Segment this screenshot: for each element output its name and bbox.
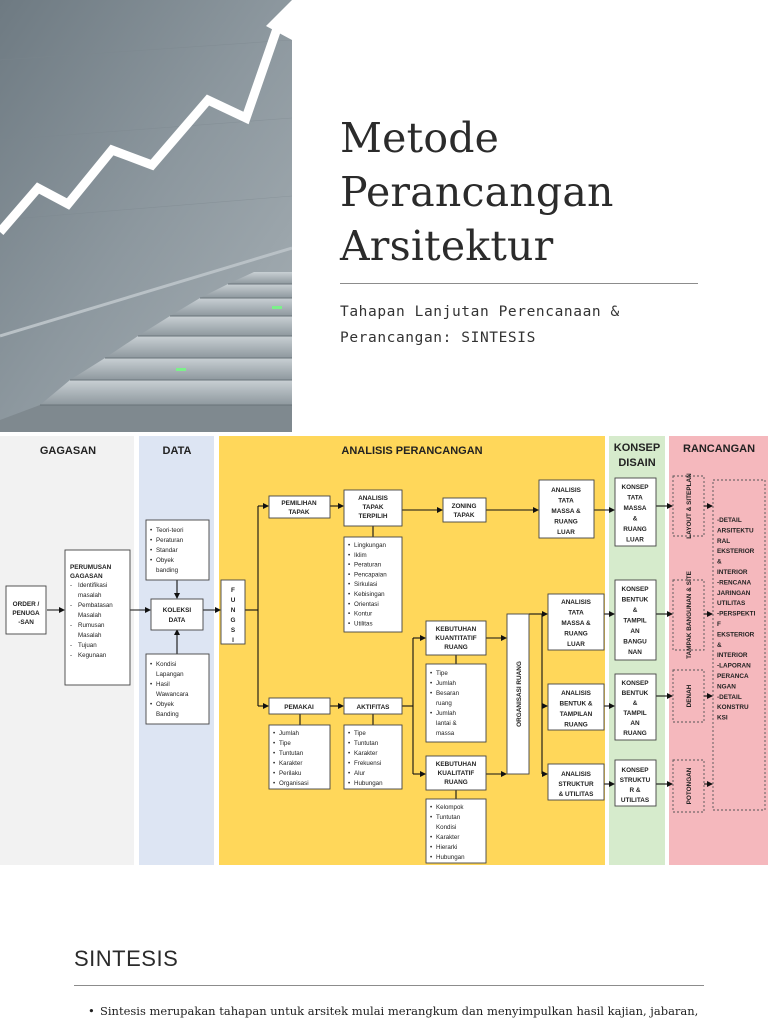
fungsi-letters-line: N bbox=[230, 607, 236, 614]
bullet-icon: • bbox=[150, 537, 153, 544]
pemakai-items-item: Tuntutan bbox=[279, 750, 304, 757]
perumusan-item: Pembatasan bbox=[78, 602, 113, 609]
dash-icon: - bbox=[70, 622, 73, 629]
konsep-br-lines-line: & bbox=[632, 700, 638, 707]
pemakai-items-item: Organisasi bbox=[279, 780, 309, 787]
tapak-items-item: Kontur bbox=[354, 610, 373, 618]
rancangan-lines-line: UTILITAS bbox=[717, 600, 746, 608]
kual-items-item: Kondisi bbox=[436, 824, 457, 831]
bullet-icon: • bbox=[430, 680, 433, 687]
perumusan-item: Kegunaan bbox=[78, 652, 107, 659]
bullet-icon: • bbox=[348, 760, 351, 767]
kuan-items-item: Tipe bbox=[436, 670, 448, 677]
subtitle-line-2: Perancangan: SINTESIS bbox=[340, 330, 536, 346]
organisasi-label: ORGANISASI RUANG bbox=[516, 661, 523, 727]
box-pemakai bbox=[269, 698, 330, 714]
bullet-icon: • bbox=[273, 770, 276, 777]
perumusan-title-2: GAGASAN bbox=[70, 573, 103, 580]
perumusan-item: Masalah bbox=[78, 612, 102, 619]
bullet-icon: • bbox=[348, 610, 351, 618]
aktifitas-items-item: Karakter bbox=[354, 750, 378, 757]
tata-top-lines-line: ANALISIS bbox=[551, 487, 581, 494]
bullet-icon: • bbox=[273, 750, 276, 757]
box-order-line-3: -SAN bbox=[18, 619, 34, 626]
layout-label: LAYOUT & SITEPLAN bbox=[686, 473, 693, 539]
konsep-tata-lines-line: MASSA bbox=[623, 505, 647, 512]
kondisi-items-item: Obyek bbox=[156, 701, 174, 708]
rancangan-lines-line: -PERSPEKTI bbox=[717, 610, 756, 618]
box-analisis-tapak bbox=[344, 490, 402, 526]
rancangan-lines-line: JARINGAN bbox=[717, 589, 751, 597]
rancangan-lines-line: NGAN bbox=[717, 683, 736, 691]
teori-items-item: Peraturan bbox=[156, 537, 184, 544]
kondisi-items-item: Kondisi bbox=[156, 661, 177, 668]
col-konsep-header-1: KONSEP bbox=[613, 442, 661, 454]
bullet-icon: • bbox=[150, 557, 153, 564]
kual-line-2: KUALITATIF bbox=[437, 770, 475, 777]
perumusan-title-1: PERUMUSAN bbox=[70, 564, 112, 571]
bullet-icon: • bbox=[348, 780, 351, 787]
konsep-br-lines-line: AN bbox=[630, 720, 640, 727]
fungsi-letters-line: S bbox=[230, 627, 236, 634]
rancangan-lines-line: ARSITEKTU bbox=[717, 527, 754, 535]
box-pemilihan-tapak bbox=[269, 496, 330, 518]
box-kuan-list bbox=[426, 664, 486, 742]
bullet-icon: • bbox=[348, 551, 351, 559]
fungsi-letters-line: U bbox=[230, 597, 236, 604]
zoning-line-1: ZONING bbox=[451, 503, 477, 510]
kondisi-items-item: Hasil bbox=[156, 681, 170, 688]
kuan-line-2: KUANTITATIF bbox=[435, 635, 477, 642]
box-aktifitas bbox=[344, 698, 402, 714]
konsep-br-lines-line: BENTUK bbox=[621, 690, 649, 697]
title-line-2: Perancangan bbox=[340, 168, 614, 216]
rancangan-lines-line: INTERIOR bbox=[717, 652, 748, 660]
box-kebutuhan-kualitatif bbox=[426, 756, 486, 790]
konsep-bb-lines-line: BENTUK bbox=[621, 596, 649, 604]
kual-items-item: Karakter bbox=[436, 834, 460, 841]
bullet-icon: • bbox=[430, 670, 433, 677]
slide-title-block bbox=[340, 0, 760, 432]
box-konsep-tata bbox=[615, 478, 656, 546]
teori-items-item: banding bbox=[156, 567, 179, 574]
bullet-icon: • bbox=[348, 740, 351, 747]
col-konsep-header-2: DISAIN bbox=[618, 457, 656, 469]
konsep-tata-lines-line: TATA bbox=[627, 494, 643, 502]
kondisi-items-item: Lapangan bbox=[156, 671, 184, 678]
rancangan-lines-line: RAL bbox=[717, 537, 731, 545]
title-divider bbox=[340, 283, 698, 284]
col-analisis-header: ANALISIS PERANCANGAN bbox=[341, 445, 483, 457]
kondisi-items-item: Wawancara bbox=[156, 691, 189, 698]
col-data-header: DATA bbox=[162, 445, 192, 457]
perumusan-item: Masalah bbox=[78, 632, 102, 639]
fungsi-letters-line: G bbox=[230, 617, 236, 624]
kuan-items-item: lantai & bbox=[436, 720, 457, 727]
box-konsep-bentuk-bangunan bbox=[615, 580, 656, 660]
analisis-tapak-line-2: TAPAK bbox=[362, 504, 384, 511]
perumusan-item: Rumusan bbox=[78, 622, 105, 629]
box-analisis-struktur bbox=[548, 764, 604, 800]
pemakai-items-item: Tipe bbox=[279, 740, 291, 747]
bullet-icon: • bbox=[430, 710, 433, 717]
box-konsep-bentuk-ruang bbox=[615, 674, 656, 740]
dash-icon: - bbox=[70, 652, 73, 659]
bullet-icon: • bbox=[273, 760, 276, 767]
tata-top-lines-line: TATA bbox=[558, 497, 574, 505]
konsep-bb-lines-line: TAMPIL bbox=[623, 617, 647, 625]
aktifitas-items-item: Tuntutan bbox=[354, 740, 379, 747]
bullet-icon: • bbox=[150, 681, 153, 688]
rancangan-lines-line: EKSTERIOR bbox=[717, 548, 755, 556]
bullet-icon: • bbox=[88, 1004, 95, 1018]
tapak-items-item: Lingkungan bbox=[354, 542, 386, 549]
perumusan-item: Tujuan bbox=[78, 642, 97, 649]
bentuk-lines-line: BENTUK & bbox=[559, 700, 593, 708]
box-perumusan-gagasan bbox=[65, 550, 130, 685]
box-fungsi bbox=[221, 580, 245, 644]
box-teori-list bbox=[146, 520, 209, 580]
tata-top-lines-line: LUAR bbox=[557, 529, 575, 536]
pemilihan-line-2: TAPAK bbox=[288, 509, 310, 516]
fungsi-letters-line: I bbox=[232, 637, 234, 644]
koleksi-line-1: KOLEKSI bbox=[162, 607, 192, 614]
zoning-line-2: TAPAK bbox=[453, 512, 475, 519]
konsep-bb-lines-line: AN bbox=[630, 628, 640, 635]
bullet-icon: • bbox=[273, 740, 276, 747]
konsep-st-lines-line: KONSEP bbox=[621, 767, 649, 774]
aktifitas-items-item: Frekuensi bbox=[354, 760, 382, 767]
staircase-growth-photo bbox=[0, 0, 292, 432]
bullet-icon: • bbox=[150, 661, 153, 668]
box-kual-list bbox=[426, 799, 486, 863]
bullet-icon: • bbox=[430, 804, 433, 811]
konsep-bb-lines-line: NAN bbox=[628, 649, 642, 656]
box-koleksi-data bbox=[151, 599, 203, 630]
kuan-items-item: Jumlah bbox=[436, 710, 456, 717]
kuan-line-3: RUANG bbox=[444, 644, 468, 651]
konsep-br-lines-line: KONSEP bbox=[621, 680, 649, 687]
kuan-items-item: Besaran bbox=[436, 690, 460, 697]
konsep-tata-lines-line: LUAR bbox=[626, 536, 644, 544]
design-method-flowchart bbox=[0, 434, 768, 867]
box-kebutuhan-kuantitatif bbox=[426, 621, 486, 655]
fungsi-letters-line: F bbox=[231, 587, 235, 594]
bullet-icon: • bbox=[348, 542, 351, 549]
konsep-st-lines-line: R & bbox=[629, 787, 641, 794]
rancangan-lines-line: -DETAIL bbox=[717, 517, 742, 524]
teori-items-item: Obyek bbox=[156, 557, 174, 564]
box-pemakai-list bbox=[269, 725, 330, 789]
kual-items-item: Kelompok bbox=[436, 804, 464, 811]
bullet-icon: • bbox=[150, 527, 153, 534]
aktifitas-label: AKTIFITAS bbox=[356, 704, 390, 711]
aktifitas-items-item: Alur bbox=[354, 770, 366, 777]
kuan-items-item: Jumlah bbox=[436, 680, 456, 687]
bullet-icon: • bbox=[430, 844, 433, 851]
title-line-1: Metode bbox=[340, 114, 500, 162]
analisis-tapak-line-1: ANALISIS bbox=[358, 495, 388, 502]
tata-top-lines-line: MASSA & bbox=[551, 508, 581, 515]
col-rancangan-header: RANCANGAN bbox=[682, 443, 756, 455]
bullet-icon: • bbox=[348, 730, 351, 737]
box-analisis-bentuk bbox=[548, 684, 604, 730]
bullet-icon: • bbox=[430, 834, 433, 841]
rancangan-lines-line: & bbox=[717, 558, 722, 566]
teori-items-item: Standar bbox=[156, 547, 178, 554]
teori-items-item: Teori-teori bbox=[156, 527, 184, 534]
bentuk-lines-line: TAMPILAN bbox=[559, 711, 593, 718]
title-line-3: Arsitektur bbox=[340, 222, 554, 270]
pemakai-label: PEMAKAI bbox=[284, 704, 314, 711]
struktur-lines-line: ANALISIS bbox=[561, 771, 591, 778]
bullet-icon: • bbox=[273, 730, 276, 737]
box-organisasi-ruang bbox=[507, 614, 529, 774]
subtitle-line-1: Tahapan Lanjutan Perencanaan & bbox=[340, 304, 620, 320]
perumusan-item: Identifikasi bbox=[78, 582, 108, 589]
rancangan-lines-line: -DETAIL bbox=[717, 693, 742, 701]
section-title-sintesis: SINTESIS bbox=[74, 946, 179, 971]
tata-mid-lines-line: ANALISIS bbox=[561, 599, 591, 606]
box-zoning-tapak bbox=[443, 498, 486, 522]
bullet-icon: • bbox=[150, 547, 153, 554]
struktur-lines-line: & UTILITAS bbox=[558, 791, 594, 798]
kual-line-3: RUANG bbox=[444, 779, 468, 786]
bullet-icon: • bbox=[273, 780, 276, 787]
koleksi-line-2: DATA bbox=[168, 617, 186, 624]
tata-mid-lines-line: RUANG bbox=[564, 630, 588, 638]
konsep-st-lines-line: STRUKTU bbox=[619, 777, 651, 784]
tata-mid-lines-line: LUAR bbox=[567, 641, 585, 648]
pemakai-items-item: Karakter bbox=[279, 760, 303, 767]
konsep-st-lines-line: UTILITAS bbox=[620, 797, 650, 804]
tata-top-lines-line: RUANG bbox=[554, 518, 578, 526]
bullet-icon: • bbox=[348, 770, 351, 777]
tapak-items-item: Kebisingan bbox=[354, 591, 385, 598]
perumusan-item: masalah bbox=[78, 592, 102, 599]
kual-items-item: Hierarki bbox=[436, 844, 458, 851]
rancangan-lines-line: KONSTRU bbox=[717, 704, 749, 712]
tata-mid-lines-line: TATA bbox=[568, 609, 584, 617]
rancangan-lines-line: KSI bbox=[717, 714, 728, 722]
rancangan-lines-line: -LAPORAN bbox=[717, 662, 751, 670]
box-konsep-struktur bbox=[615, 760, 656, 806]
pemakai-items-item: Perilaku bbox=[279, 770, 302, 777]
bullet-icon: • bbox=[430, 814, 433, 821]
rancangan-lines-line: F bbox=[717, 621, 721, 628]
konsep-bb-lines-line: BANGU bbox=[623, 638, 647, 646]
box-aktifitas-list bbox=[344, 725, 402, 789]
col-rancangan-bg bbox=[669, 436, 768, 865]
bullet-icon: • bbox=[348, 600, 351, 608]
aktifitas-items-item: Tipe bbox=[354, 730, 366, 737]
dash-icon: - bbox=[70, 582, 73, 589]
col-gagasan-header: GAGASAN bbox=[39, 445, 97, 457]
bentuk-lines-line: ANALISIS bbox=[561, 690, 591, 697]
kuan-items-item: massa bbox=[436, 730, 455, 737]
tampak-label: TAMPAK BANGUNAN & SITE bbox=[686, 571, 693, 659]
analisis-tapak-line-3: TERPILIH bbox=[358, 513, 388, 520]
box-order bbox=[6, 586, 46, 634]
dash-icon: - bbox=[70, 642, 73, 649]
konsep-tata-lines-line: RUANG bbox=[623, 526, 647, 533]
box-analisis-tata-mid bbox=[548, 594, 604, 650]
potongan-label: POTONGAN bbox=[686, 767, 693, 805]
box-kondisi-list bbox=[146, 654, 209, 724]
rancangan-lines-line: PERANCA bbox=[717, 673, 749, 680]
tata-mid-lines-line: MASSA & bbox=[561, 620, 591, 627]
bullet-icon: • bbox=[150, 701, 153, 708]
bullet-icon: • bbox=[430, 854, 433, 861]
bullet-icon: • bbox=[348, 561, 351, 569]
kual-line-1: KEBUTUHAN bbox=[435, 761, 477, 768]
sintesis-body-text bbox=[88, 1004, 728, 1018]
konsep-br-lines-line: RUANG bbox=[623, 730, 647, 737]
kuan-line-1: KEBUTUHAN bbox=[435, 626, 477, 633]
box-analisis-tata-top bbox=[539, 480, 594, 538]
tapak-items-item: Sirkulasi bbox=[354, 581, 378, 589]
konsep-bb-lines-line: KONSEP bbox=[621, 586, 649, 593]
tapak-items-item: Pencapaian bbox=[354, 571, 387, 579]
dash-icon: - bbox=[70, 602, 73, 609]
bullet-icon: • bbox=[430, 690, 433, 697]
tapak-items-item: Utilitas bbox=[354, 620, 373, 628]
box-order-line-2: PENUGA bbox=[12, 610, 40, 617]
sintesis-paragraph: Sintesis merupakan tahapan untuk arsitek mulai merangkum dan menyimpulkan hasil kajian, jabaran, bbox=[100, 1004, 699, 1018]
tapak-items-item: Orientasi bbox=[354, 600, 379, 608]
rancangan-lines-line: -RENCANA bbox=[717, 579, 752, 587]
kual-items-item: Tuntutan bbox=[436, 814, 461, 821]
box-order-line-1: ORDER / bbox=[12, 601, 40, 608]
konsep-br-lines-line: TAMPIL bbox=[623, 710, 647, 717]
tapak-items-item: Iklim bbox=[354, 551, 367, 559]
rancangan-lines-line: INTERIOR bbox=[717, 569, 748, 576]
aktifitas-items-item: Hubungan bbox=[354, 780, 383, 787]
konsep-tata-lines-line: & bbox=[632, 515, 638, 523]
kuan-items-item: ruang bbox=[436, 700, 452, 707]
pemakai-items-item: Jumlah bbox=[279, 730, 299, 737]
bentuk-lines-line: RUANG bbox=[564, 721, 588, 729]
kual-items-item: Hubungan bbox=[436, 854, 465, 861]
bullet-icon: • bbox=[348, 581, 351, 589]
rancangan-lines-line: & bbox=[717, 641, 722, 649]
bullet-icon: • bbox=[348, 591, 351, 598]
konsep-bb-lines-line: & bbox=[632, 607, 638, 614]
pemilihan-line-1: PEMILIHAN bbox=[281, 500, 317, 507]
bullet-icon: • bbox=[348, 750, 351, 757]
tapak-items-item: Peraturan bbox=[354, 561, 382, 569]
kondisi-items-item: Banding bbox=[156, 711, 179, 718]
rancangan-lines-line: EKSTERIOR bbox=[717, 631, 755, 639]
denah-label: DENAH bbox=[686, 684, 693, 708]
bullet-icon: • bbox=[348, 571, 351, 579]
box-tapak-list bbox=[344, 537, 402, 632]
bullet-icon: • bbox=[348, 620, 351, 628]
sintesis-divider bbox=[74, 985, 704, 986]
struktur-lines-line: STRUKTUR bbox=[558, 781, 594, 788]
konsep-tata-lines-line: KONSEP bbox=[621, 484, 649, 491]
